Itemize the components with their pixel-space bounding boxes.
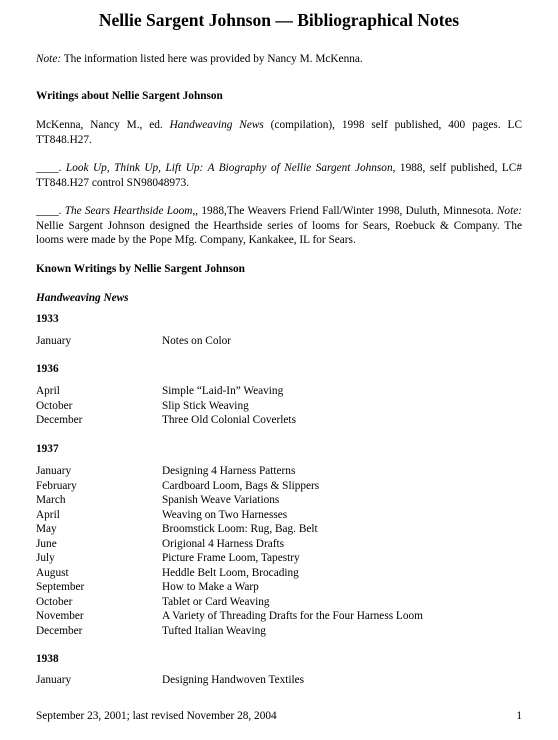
article-row	[36, 508, 522, 523]
page-title: Nellie Sargent Johnson — Bibliographical Notes	[98, 10, 460, 30]
year-heading: 1938	[36, 653, 59, 665]
article-title: Heddle Belt Loom, Brocading	[162, 566, 299, 579]
article-row	[36, 413, 522, 428]
article-row	[36, 334, 522, 349]
article-row	[36, 464, 522, 479]
bibliography-entry	[36, 161, 522, 190]
footer-date: September 23, 2001; last revised November 28, 2004	[36, 710, 277, 722]
article-title: Tufted Italian Weaving	[162, 624, 266, 637]
entry-author: McKenna, Nancy M., ed.	[36, 119, 170, 131]
article-title: A Variety of Threading Drafts for the Four Harness Loom	[162, 610, 423, 622]
article-title: Tablet or Card Weaving	[162, 595, 270, 608]
article-row	[36, 493, 522, 508]
article-row	[36, 522, 522, 537]
article-row	[36, 399, 522, 414]
article-row	[36, 609, 522, 624]
article-title: Designing 4 Harness Patterns	[162, 465, 296, 477]
article-title: Notes on Color	[162, 335, 232, 347]
page-number: 1	[516, 710, 522, 722]
article-title: Three Old Colonial Coverlets	[162, 414, 296, 426]
entry-title: Look Up, Think Up, Lift Up: A Biography of Nellie Sargent Johnson	[65, 162, 393, 174]
article-month: October	[36, 595, 73, 608]
section-heading-writings-about: Writings about Nellie Sargent Johnson	[36, 90, 223, 102]
article-title: Spanish Weave Variations	[162, 494, 280, 506]
article-month: April	[36, 385, 60, 397]
provenance-note	[36, 52, 522, 67]
article-month: August	[36, 566, 69, 579]
year-heading: 1936	[36, 363, 59, 375]
page-footer	[36, 709, 522, 723]
entry-author: ____.	[36, 205, 65, 217]
article-row	[36, 624, 522, 639]
article-title: Slip Stick Weaving	[162, 399, 249, 412]
bibliography-entry	[36, 118, 522, 147]
article-title: Picture Frame Loom, Tapestry	[162, 552, 300, 564]
article-month: September	[36, 581, 85, 593]
article-row	[36, 537, 522, 552]
article-title: How to Make a Warp	[162, 581, 259, 593]
article-month: March	[36, 494, 66, 506]
article-month: July	[36, 552, 55, 564]
article-title: Broomstick Loom: Rug, Bag. Belt	[162, 523, 318, 535]
article-title: Simple “Laid-In” Weaving	[162, 385, 284, 397]
article-title: Origional 4 Harness Drafts	[162, 537, 285, 550]
article-month: December	[36, 414, 83, 426]
entry-title: The Sears Hearthside Loom	[64, 205, 193, 217]
article-month: February	[36, 479, 77, 492]
article-month: January	[36, 335, 72, 347]
article-title: Designing Handwoven Textiles	[162, 674, 305, 686]
article-row	[36, 566, 522, 581]
entry-author: ____.	[36, 162, 66, 174]
article-month: January	[36, 465, 72, 477]
note-text: The information listed here was provided by Nancy M. McKenna.	[61, 53, 363, 65]
article-month: May	[36, 523, 57, 535]
entry-details: , 1988, self published, LC# TT848.H27 control SN98048973.	[36, 162, 522, 189]
article-month: November	[36, 610, 84, 622]
article-row	[36, 479, 522, 494]
entry-details: (compilation), 1998 self published, 400 pages. LC TT848.H27.	[36, 119, 522, 146]
article-row	[36, 673, 522, 688]
article-row	[36, 595, 522, 610]
entry-note-label: Note:	[496, 205, 522, 217]
publication-title: Handweaving News	[36, 292, 129, 304]
entry-title: Handweaving News	[169, 119, 264, 131]
article-row	[36, 551, 522, 566]
article-title: Cardboard Loom, Bags & Slippers	[162, 479, 320, 492]
year-heading: 1937	[36, 443, 59, 455]
article-month: December	[36, 624, 83, 637]
entry-details: ,, 1988,The Weavers Friend Fall/Winter 1998, Duluth, Minnesota.	[192, 205, 497, 217]
bibliography-entry	[36, 204, 522, 248]
note-label: Note:	[36, 53, 62, 65]
year-heading: 1933	[36, 313, 59, 325]
article-row	[36, 384, 522, 399]
section-heading-known-writings: Known Writings by Nellie Sargent Johnson	[36, 263, 245, 275]
article-month: June	[36, 537, 57, 550]
article-month: April	[36, 508, 60, 521]
article-title: Weaving on Two Harnesses	[162, 508, 288, 521]
entry-note-text: Nellie Sargent Johnson designed the Hearthside series of looms for Sears, Roebuck & Company. The looms were made by the Pope Mfg. Company, Kankakee, IL for Sears.	[36, 219, 522, 246]
article-month: January	[36, 674, 72, 686]
article-month: October	[36, 399, 73, 412]
article-row	[36, 580, 522, 595]
